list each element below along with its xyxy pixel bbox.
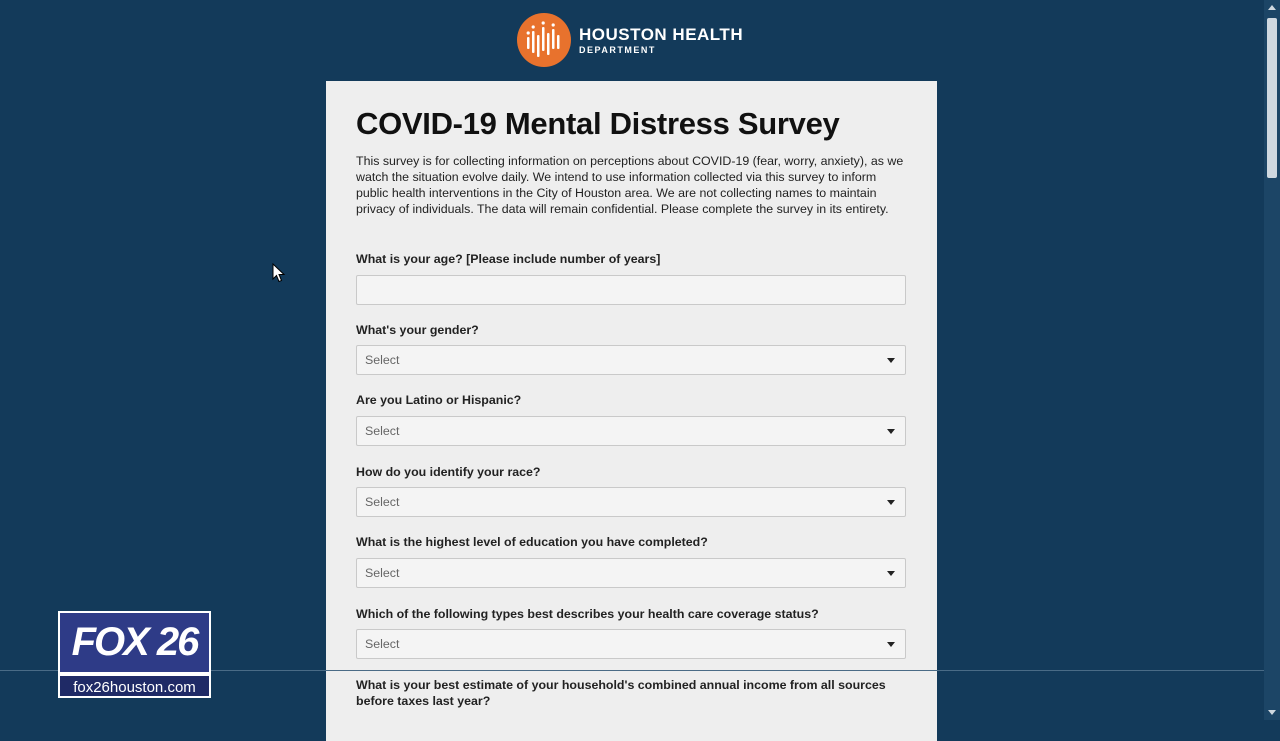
latino-select[interactable] bbox=[356, 416, 906, 446]
scrollbar-thumb[interactable] bbox=[1267, 18, 1277, 178]
chevron-down-icon bbox=[887, 500, 895, 505]
question-coverage-label: Which of the following types best describes your health care coverage status? bbox=[356, 607, 819, 621]
question-latino-label: Are you Latino or Hispanic? bbox=[356, 393, 522, 407]
chevron-down-icon bbox=[887, 642, 895, 647]
coverage-select[interactable] bbox=[356, 629, 906, 659]
scroll-up-icon[interactable] bbox=[1268, 5, 1276, 10]
question-gender-label: What's your gender? bbox=[356, 323, 479, 337]
chevron-down-icon bbox=[887, 571, 895, 576]
chevron-down-icon bbox=[887, 358, 895, 363]
question-education-label: What is the highest level of education you have completed? bbox=[356, 535, 708, 549]
survey-form bbox=[326, 81, 937, 741]
education-select-value: Select bbox=[365, 566, 400, 580]
fox26-url: fox26houston.com bbox=[58, 674, 211, 698]
scrollbar[interactable] bbox=[1264, 0, 1280, 720]
latino-select-value: Select bbox=[365, 424, 400, 438]
question-race-label: How do you identify your race? bbox=[356, 465, 541, 479]
scroll-down-icon[interactable] bbox=[1268, 710, 1276, 715]
survey-intro: This survey is for collecting information on perceptions about COVID-19 (fear, worry, anxiety), as we watch the situation evolve daily. We intend to use information collected via this survey to inform public health interventions in the City of Houston area. We are not collecting names to maintain privacy of individuals. The data will remain confidential. Please complete the survey in its entirety. bbox=[356, 154, 904, 216]
houston-health-logo bbox=[517, 12, 743, 68]
question-age-label: What is your age? [Please include number of years] bbox=[356, 252, 661, 266]
page-title: COVID-19 Mental Distress Survey bbox=[356, 106, 840, 141]
org-name bbox=[579, 26, 743, 55]
houston-health-logo-icon bbox=[517, 13, 571, 67]
org-name-line1: HOUSTON HEALTH bbox=[579, 24, 744, 44]
age-input[interactable] bbox=[356, 275, 906, 305]
fox26-logo bbox=[58, 611, 211, 698]
coverage-select-value: Select bbox=[365, 637, 400, 651]
gender-select-value: Select bbox=[365, 353, 400, 367]
race-select-value: Select bbox=[365, 495, 400, 509]
gender-select[interactable] bbox=[356, 345, 906, 375]
chevron-down-icon bbox=[887, 429, 895, 434]
question-income-label: What is your best estimate of your household's combined annual income from all sources before taxes last year? bbox=[356, 678, 886, 708]
race-select[interactable] bbox=[356, 487, 906, 517]
education-select[interactable] bbox=[356, 558, 906, 588]
org-name-line2: DEPARTMENT bbox=[579, 44, 656, 55]
mouse-pointer-icon bbox=[272, 263, 286, 283]
fox26-channel: FOX 26 bbox=[58, 611, 211, 674]
